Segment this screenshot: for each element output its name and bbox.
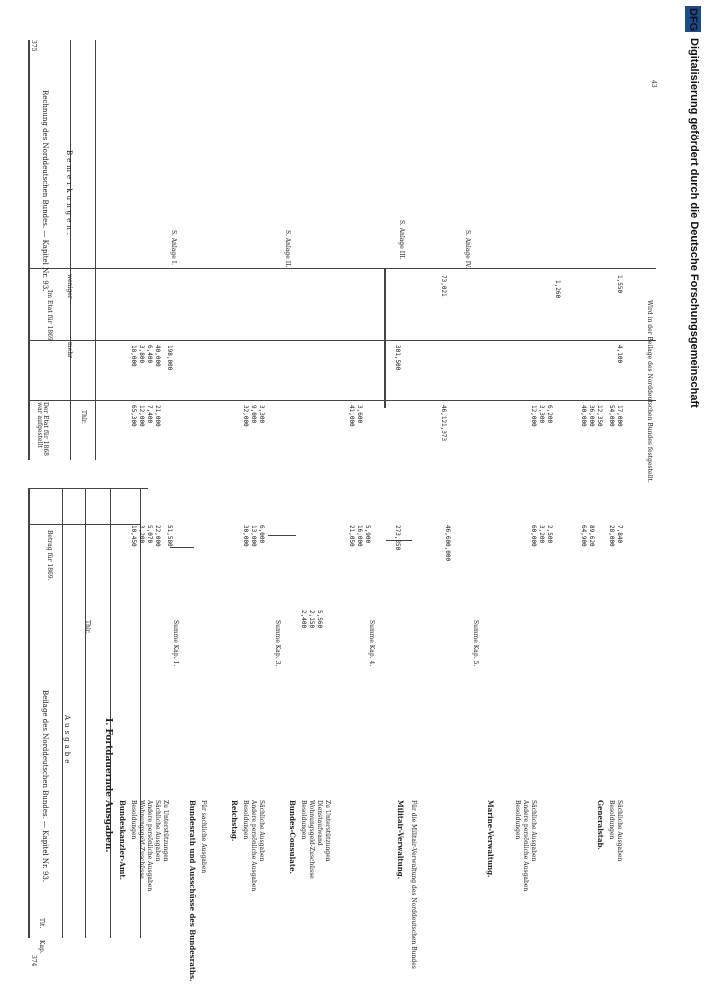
right-amount: 73,021 — [440, 275, 447, 297]
left-amount: 51,580 — [166, 525, 173, 547]
left-sec-6-line-2: Andere persönliche Ausgaben — [522, 800, 529, 892]
left-sec-4-title: Bundes-Consulate. — [288, 800, 297, 874]
left-amount: 5,070 — [146, 525, 153, 544]
left-amount: 3,200 — [138, 525, 145, 544]
right-outer-rule — [95, 40, 96, 460]
left-amount: 28,000 — [608, 525, 615, 547]
right-amount: 3,300 — [258, 405, 265, 424]
right-amount: 9,000 — [250, 405, 257, 424]
right-amount: 6,400 — [146, 345, 153, 364]
left-sec-4-line-2: Wohnungsgeld-Zuschüsse — [308, 800, 315, 879]
left-kap-col-rule — [62, 488, 63, 938]
left-amount: 13,000 — [250, 525, 257, 547]
right-amount: 12,000 — [138, 405, 145, 427]
left-amount: 6,000 — [258, 525, 265, 544]
left-row-rule-1 — [28, 524, 140, 525]
left-running-head: Beilage des Norddeutschen Bundes. — Kapitel Nr. 93. — [41, 690, 49, 883]
left-amount: 2,150 — [308, 610, 315, 629]
left-col-head-ausgabe: Ausgabe — [63, 715, 71, 767]
left-amount: 2,500 — [546, 525, 553, 544]
right-amount: 12,000 — [530, 405, 537, 427]
right-amount: 18,000 — [130, 345, 137, 367]
right-amount: 198,000 — [166, 345, 173, 371]
right-note-anlage-2: S. Anlage II. — [284, 230, 291, 268]
left-sec-1-line-1: Besoldungen — [130, 800, 137, 840]
right-col-head-mehr: mehr — [66, 342, 73, 358]
right-header-rule — [28, 268, 656, 269]
right-col-rule-b — [28, 340, 656, 341]
left-sec-6-line-3: Sächliche Ausgaben — [530, 800, 537, 862]
left-sec-3-summe: Summe Kap. 3. — [274, 620, 281, 667]
left-sec-6-title: Marine-Verwaltung. — [486, 800, 495, 878]
left-sec-4-line-1: Besoldungen — [300, 800, 307, 840]
right-running-head: Rechnung des Norddeutschen Bundes. — Kapitel Nr. 93. — [41, 90, 49, 292]
left-amount: 7,840 — [616, 525, 623, 544]
left-sec-1-summe: Summe Kap. 1. — [172, 620, 179, 667]
left-header-rule — [28, 488, 148, 489]
right-amount: 21,000 — [154, 405, 161, 427]
left-amount: 30,000 — [242, 525, 249, 547]
right-amount: 1,260 — [554, 280, 561, 299]
left-page-top-rule — [28, 488, 30, 938]
left-amount: 22,000 — [154, 525, 161, 547]
left-sec-2-title: Bundesrath und Ausschüsse des Bundesraths. — [188, 800, 197, 982]
left-sec-5-title: Militair-Verwaltung. — [396, 800, 405, 880]
right-note-anlage-3: S. Anlage III. — [398, 220, 405, 260]
left-thlr-col-rule — [110, 488, 111, 938]
right-footnote: Wird in der Beilage des Norddeutschen Bundes festgestellt. — [646, 300, 653, 483]
right-amount: 12,350 — [596, 405, 603, 427]
right-page-top-rule — [28, 40, 30, 460]
left-amount: 10,450 — [130, 525, 137, 547]
dfg-logo — [685, 6, 701, 32]
right-sum-box — [384, 268, 386, 408]
left-sec-7-line-2: Sächliche Ausgaben — [616, 800, 623, 862]
left-section-title: I. Fortdauernde Ausgaben. — [103, 718, 113, 853]
left-sec-5-summe: Summe Kap. 5. — [472, 620, 479, 667]
right-amount: 36,000 — [588, 405, 595, 427]
left-sec-6-line-1: Besoldungen — [514, 800, 521, 840]
right-amount: 65,300 — [130, 405, 137, 427]
right-col-head-etat: Der Etat für 1868 war aufgestellt — [36, 402, 49, 456]
left-amount: 3,200 — [538, 525, 545, 544]
right-amount: 3,300 — [538, 405, 545, 424]
right-col-head-thlr: Thlr. — [80, 410, 87, 424]
left-sec-4-line-4: Zu Unterstützungen — [324, 800, 331, 862]
left-sec-3-title: Reichstag. — [230, 800, 239, 842]
left-sum-rule-1 — [170, 547, 194, 548]
left-sec-1-line-3: Andere persönliche Ausgaben — [146, 800, 153, 892]
left-sec-7-line-1: Besoldungen — [608, 800, 615, 840]
right-amount: 7,400 — [146, 405, 153, 424]
left-amount: 21,050 — [348, 525, 355, 547]
left-amount: 64,900 — [580, 525, 587, 547]
left-amount: 46,600,000 — [444, 525, 451, 562]
right-note-anlage-4: S. Anlage IV. — [464, 230, 471, 269]
left-col-head-tit: Tit. — [38, 918, 45, 929]
left-col-head-kap: Kap. — [38, 940, 45, 954]
left-sum-rule-2 — [268, 535, 296, 536]
left-amount: 16,000 — [356, 525, 363, 547]
right-amount: 301,500 — [394, 345, 401, 371]
right-col-rule-a — [28, 400, 656, 401]
right-col-head-weniger: weniger — [66, 274, 73, 299]
left-tit-col-rule — [85, 488, 86, 938]
right-amount: 40,000 — [580, 405, 587, 427]
left-sec-5-line-1: Für die Militair-Verwaltung des Norddeutschen Bundes — [410, 800, 417, 969]
left-sec-1-line-5: Zu Unterstützungen — [162, 800, 169, 862]
left-sec-2-line-1: Für sachliche Ausgaben — [200, 800, 207, 874]
right-note-anlage-1: S. Anlage I. — [170, 230, 177, 265]
dfg-watermark-text: Digitalisierung gefördert durch die Deutsche Forschungsgemeinschaft — [688, 38, 700, 408]
left-sec-3-line-1: Besoldungen — [242, 800, 249, 840]
left-sec-7-title: Generalstab. — [596, 800, 605, 850]
right-amount: 3,800 — [138, 345, 145, 364]
dfg-watermark — [685, 6, 703, 994]
right-col-head-bemerkungen: Bemerkungen. — [65, 150, 73, 239]
right-amount: 54,000 — [608, 405, 615, 427]
side-page-number: 43 — [650, 80, 657, 88]
right-amount: 4,100 — [616, 345, 623, 364]
left-amount: 60,000 — [530, 525, 537, 547]
right-amount: 40,000 — [154, 345, 161, 367]
left-amount: 273,350 — [394, 525, 401, 551]
left-page-num: 374 — [30, 955, 37, 967]
right-etat-col-rule — [70, 40, 71, 460]
right-amount: 41,000 — [348, 405, 355, 427]
left-sec-1-line-4: Sächliche Ausgaben — [154, 800, 161, 862]
left-amount: 89,620 — [588, 525, 595, 547]
left-sec-4-summe: Summe Kap. 4. — [368, 620, 375, 667]
right-amount: 17,000 — [616, 405, 623, 427]
right-amount: 1,550 — [616, 275, 623, 294]
right-amount: 46,121,373 — [440, 405, 447, 442]
left-col-head-betrag: Betrag für 1869. — [46, 530, 53, 581]
left-sec-3-line-2: Andere persönliche Ausgaben — [250, 800, 257, 892]
right-amount: 6,200 — [546, 405, 553, 424]
right-amount: 3,600 — [356, 405, 363, 424]
dfg-logo-text: DFG — [687, 8, 699, 32]
left-sec-4-line-3: Dienstaufwand — [316, 800, 323, 846]
left-amount: 2,400 — [300, 610, 307, 629]
left-sec-1-title: Bundeskanzler-Amt. — [118, 800, 127, 881]
right-col-head-etat1869: Im Etat für 1869 — [46, 290, 53, 341]
left-sec-3-line-3: Sächliche Ausgaben — [258, 800, 265, 862]
right-page-num: 375 — [30, 40, 37, 52]
left-amount: 5,560 — [316, 610, 323, 629]
left-amount: 5,900 — [364, 525, 371, 544]
left-col-head-thlr: Thlr. — [84, 620, 91, 634]
left-sec-1-line-2: Wohnungsgeld-Zuschüsse — [138, 800, 145, 879]
right-amount: 32,000 — [242, 405, 249, 427]
